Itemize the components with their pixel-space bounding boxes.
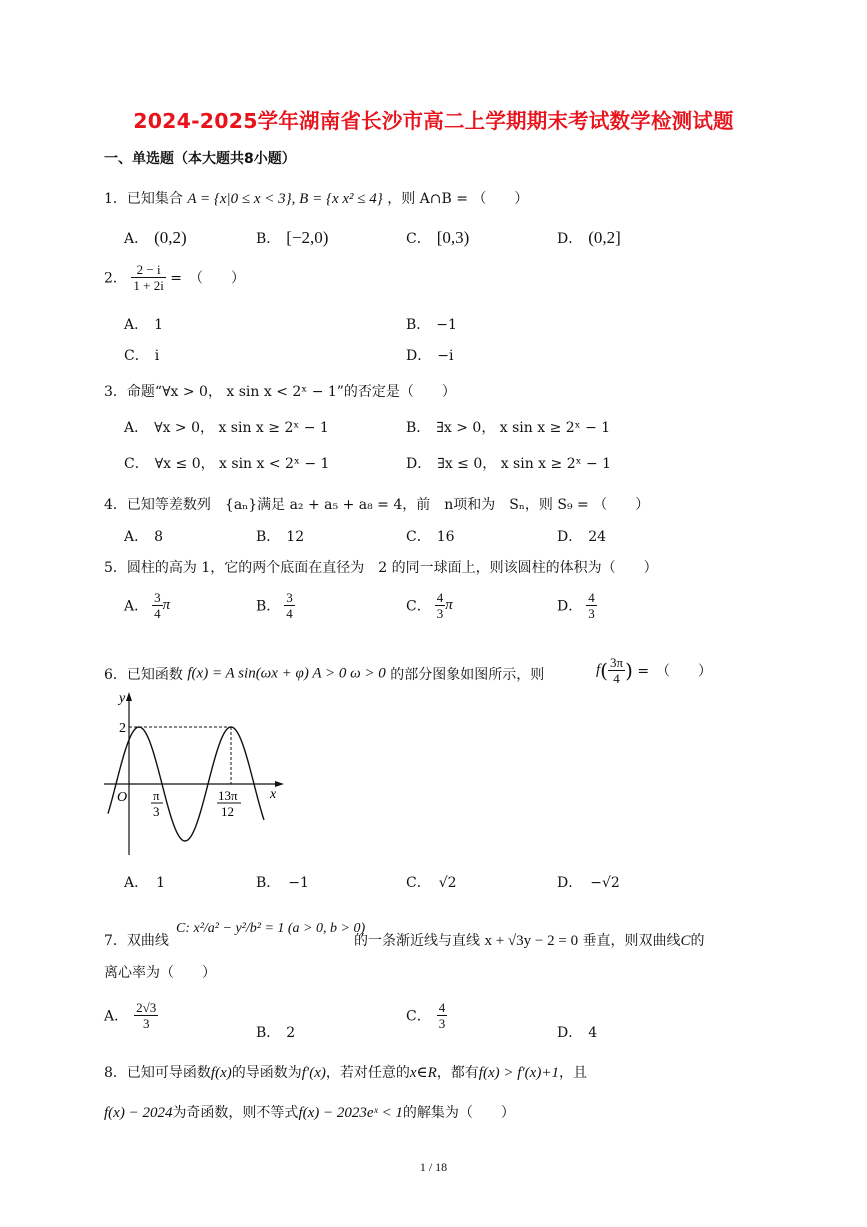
q2-option-d bbox=[406, 345, 453, 365]
q1-option-a bbox=[124, 228, 187, 248]
q6-option-b-value: −1 bbox=[288, 875, 309, 891]
q5-option-d-label: D． bbox=[557, 598, 583, 615]
q2-stem bbox=[104, 262, 245, 293]
q6-option-a-label: A． bbox=[124, 875, 149, 891]
x-tick2-den: 12 bbox=[221, 804, 234, 819]
q4-option-a bbox=[124, 526, 163, 546]
q7-stem-tail: 垂直，则双曲线 bbox=[582, 933, 681, 949]
q6-stem-mid: 的部分图象如图所示，则 bbox=[390, 667, 545, 683]
q8-target-inequality: f(x) − 2023eˣ < 1 bbox=[298, 1105, 403, 1121]
q7-option-a-label: A． bbox=[104, 1008, 129, 1025]
q1-option-b-value: [−2,0) bbox=[286, 228, 329, 247]
q4-option-a-value: 8 bbox=[154, 529, 164, 545]
q5-option-d-num: 4 bbox=[588, 590, 595, 605]
q6-ask-fraction bbox=[608, 655, 625, 686]
q4-option-d-value: 24 bbox=[588, 529, 607, 545]
q7-option-c-den: 3 bbox=[438, 1016, 446, 1031]
q7-option-d-label: D． bbox=[557, 1025, 583, 1041]
q8-stem3: ，若对任意的 bbox=[325, 1065, 410, 1081]
q7-equation: C: x²/a² − y²/b² = 1 (a > 0, b > 0) bbox=[176, 921, 366, 936]
q7-stem-mid: 的一条渐近线与直线 bbox=[354, 933, 480, 949]
q3-option-b-label: B． bbox=[406, 420, 431, 436]
x-axis-label: x bbox=[270, 787, 277, 802]
q1-option-d bbox=[557, 228, 621, 248]
q1-option-a-value: (0,2) bbox=[154, 228, 187, 247]
q5-option-c bbox=[406, 590, 453, 621]
q4-option-d-label: D． bbox=[557, 529, 583, 545]
q7-option-b-value: 2 bbox=[286, 1025, 296, 1041]
q1-option-c-value: [0,3) bbox=[436, 228, 470, 247]
q3-option-d-value: ∃x ≤ 0， x sin x ≥ 2ˣ − 1 bbox=[437, 456, 612, 472]
q2-option-a bbox=[124, 314, 163, 334]
q8-stem4: ，都有 bbox=[436, 1065, 479, 1081]
q5-option-c-num: 4 bbox=[436, 590, 444, 605]
q8-line2 bbox=[104, 1102, 515, 1122]
q2-option-c-value: i bbox=[154, 348, 160, 364]
y-axis-arrow bbox=[126, 692, 132, 701]
q7-stem-c: C bbox=[680, 933, 691, 949]
q2-number: 2． bbox=[104, 270, 127, 287]
q5-option-d bbox=[557, 590, 597, 621]
q6-function-math: f(x) = A sin(ωx + φ) A > 0 ω > 0 bbox=[187, 665, 386, 682]
q5-stem: 5．圆柱的高为 1，它的两个底面在直径为 2 的同一球面上，则该圆柱的体积为（ ） bbox=[104, 560, 658, 576]
q2-fraction bbox=[131, 262, 165, 293]
q2-option-a-value: 1 bbox=[154, 317, 164, 333]
page-title: 2024-2025学年湖南省长沙市高二上学期期末考试数学检测试题 bbox=[133, 109, 734, 133]
q7-option-b bbox=[256, 1022, 295, 1042]
q8-fpx: f′(x) bbox=[301, 1065, 326, 1081]
q2-tail: = （ ） bbox=[170, 270, 246, 287]
q1-option-b-label: B． bbox=[256, 231, 281, 247]
q7-hyperbola-math bbox=[176, 920, 365, 937]
q3-option-d-label: D． bbox=[406, 456, 432, 472]
q7-line2: 离心率为（ ） bbox=[104, 965, 216, 981]
q8-inequality: f(x) > f′(x)+1 bbox=[478, 1065, 559, 1081]
q6-ask-f: f bbox=[596, 662, 601, 678]
x-tick1-den: 3 bbox=[153, 804, 160, 819]
q6-option-b-label: B． bbox=[256, 875, 281, 891]
q5-option-d-den: 3 bbox=[588, 606, 595, 621]
q5-option-c-label: C． bbox=[406, 598, 431, 615]
q7-stem-text: 7．双曲线 bbox=[104, 933, 169, 949]
q5-option-b-den: 4 bbox=[286, 606, 293, 621]
q8-line2d: 的解集为（ ） bbox=[402, 1105, 515, 1121]
q1-option-d-label: D． bbox=[557, 231, 583, 247]
q1-option-c bbox=[406, 228, 469, 248]
q1-stem-text: 1．已知集合 bbox=[104, 191, 183, 207]
q5-option-c-fraction bbox=[435, 590, 446, 621]
q1-option-d-value: (0,2] bbox=[588, 228, 621, 247]
q4-option-b-value: 12 bbox=[286, 529, 305, 545]
q3-option-a bbox=[124, 417, 329, 437]
q2-fraction-denominator: 1 + 2i bbox=[133, 278, 164, 293]
q6-option-d-value: −√2 bbox=[590, 875, 620, 891]
q6-option-a-value: 1 bbox=[156, 875, 166, 891]
q7-stem-right bbox=[354, 930, 705, 950]
q5-option-a-den: 4 bbox=[154, 606, 161, 621]
q7-option-c-fraction bbox=[437, 1000, 448, 1031]
q4-option-b bbox=[256, 526, 304, 546]
q6-ask-tail: = （ ） bbox=[637, 663, 713, 680]
q6-option-d bbox=[557, 872, 620, 892]
q8-stem2: 的导函数为 bbox=[231, 1065, 302, 1081]
q5-option-a bbox=[124, 590, 170, 621]
q6-option-c bbox=[406, 872, 457, 892]
q5-option-a-fraction bbox=[152, 590, 163, 621]
q1-option-b bbox=[256, 228, 328, 248]
q7-stem bbox=[104, 930, 169, 950]
q5-option-b-fraction bbox=[284, 590, 295, 621]
q7-stem-tail2: 的 bbox=[690, 933, 705, 949]
origin-label: O bbox=[117, 790, 128, 805]
q3-option-c-label: C． bbox=[124, 456, 149, 472]
q8-x-in-r: x∈R bbox=[409, 1065, 437, 1081]
q6-ask-den: 4 bbox=[613, 671, 620, 686]
q4-option-a-label: A． bbox=[124, 529, 149, 545]
q2-option-b-value: −1 bbox=[436, 317, 457, 333]
x-tick2-num: 13π bbox=[218, 788, 238, 803]
y-tick-label: 2 bbox=[119, 721, 126, 736]
q6-sine-graph bbox=[98, 690, 298, 860]
q7-option-d-value: 4 bbox=[588, 1025, 598, 1041]
q3-option-c-value: ∀x ≤ 0， x sin x < 2ˣ − 1 bbox=[154, 456, 330, 472]
page-number: 1 / 18 bbox=[419, 1160, 448, 1174]
q7-option-c-num: 4 bbox=[438, 1000, 446, 1015]
q4-option-c bbox=[406, 526, 455, 546]
q3-stem: 3．命题“∀x > 0， x sin x < 2ˣ − 1”的否定是（ ） bbox=[104, 384, 456, 400]
q5-option-a-num: 3 bbox=[154, 590, 161, 605]
q2-option-c bbox=[124, 345, 159, 365]
q7-option-a-fraction bbox=[134, 1000, 158, 1031]
q6-option-a bbox=[124, 872, 165, 892]
q5-option-d-fraction bbox=[586, 590, 597, 621]
q8-stem5: ，且 bbox=[558, 1065, 587, 1081]
q6-stem-text: 6．已知函数 bbox=[104, 667, 183, 683]
q8-stem bbox=[104, 1062, 587, 1082]
q4-option-c-value: 16 bbox=[436, 529, 455, 545]
q6-option-d-label: D． bbox=[557, 875, 583, 891]
q8-line2b: 为奇函数，则不等式 bbox=[172, 1105, 299, 1121]
q7-option-c-label: C． bbox=[406, 1008, 431, 1025]
q2-option-d-value: −i bbox=[437, 348, 454, 364]
q8-odd-function: f(x) − 2024 bbox=[104, 1105, 173, 1121]
q2-option-c-label: C． bbox=[124, 348, 149, 364]
q2-option-d-label: D． bbox=[406, 348, 432, 364]
q2-option-b bbox=[406, 314, 457, 334]
q5-option-b-label: B． bbox=[256, 598, 281, 615]
q4-option-d bbox=[557, 526, 606, 546]
q1-option-c-label: C． bbox=[406, 231, 431, 247]
q4-option-c-label: C． bbox=[406, 529, 431, 545]
q5-option-b-num: 3 bbox=[286, 590, 293, 605]
q3-option-a-label: A． bbox=[124, 420, 149, 436]
q4-stem: 4．已知等差数列 {aₙ}满足 a₂ + a₅ + a₈ = 4，前 n项和为 Sₙ，则 S₉ = （ ） bbox=[104, 497, 650, 513]
q1-sets-math: A = {x|0 ≤ x < 3}, B = {x x² ≤ 4} bbox=[187, 191, 383, 207]
q7-option-d bbox=[557, 1022, 597, 1042]
q6-option-b bbox=[256, 872, 309, 892]
q1-tail: ，则 A∩B = （ ） bbox=[387, 191, 529, 207]
q3-option-a-value: ∀x > 0， x sin x ≥ 2ˣ − 1 bbox=[154, 420, 329, 436]
q8-stem1: 8．已知可导函数 bbox=[104, 1065, 211, 1081]
q5-option-b bbox=[256, 590, 295, 621]
x-axis-arrow bbox=[275, 781, 284, 787]
q6-ask-num: 3π bbox=[609, 655, 624, 670]
q3-option-d bbox=[406, 453, 611, 473]
q7-option-c bbox=[406, 1000, 447, 1031]
q5-option-c-den: 3 bbox=[436, 606, 444, 621]
q2-option-b-label: B． bbox=[406, 317, 431, 333]
q6-option-c-value: √2 bbox=[438, 875, 457, 891]
q1-stem bbox=[104, 188, 528, 208]
q8-fx: f(x) bbox=[210, 1065, 232, 1081]
q7-line-equation: x + √3y − 2 = 0 bbox=[484, 933, 579, 949]
section-heading: 一、单选题（本大题共8小题） bbox=[104, 151, 296, 167]
q5-option-a-label: A． bbox=[124, 598, 149, 615]
q5-option-a-suffix: π bbox=[162, 597, 171, 613]
q1-option-a-label: A． bbox=[124, 231, 149, 247]
x-tick1-num: π bbox=[153, 788, 160, 803]
q7-option-a bbox=[104, 1000, 158, 1031]
q2-fraction-numerator: 2 − i bbox=[131, 262, 165, 278]
q3-option-b-value: ∃x > 0， x sin x ≥ 2ˣ − 1 bbox=[436, 420, 611, 436]
q7-option-a-den: 3 bbox=[142, 1016, 150, 1031]
q6-stem bbox=[104, 664, 544, 684]
q2-option-a-label: A． bbox=[124, 317, 149, 333]
q5-option-c-suffix: π bbox=[445, 597, 453, 613]
q7-option-a-num: 2√3 bbox=[136, 1000, 157, 1015]
q3-option-b bbox=[406, 417, 610, 437]
q7-option-b-label: B． bbox=[256, 1025, 281, 1041]
q6-ask: f( $\frac{3\pi}{4}$ ) = （ ） bbox=[596, 655, 713, 686]
q4-option-b-label: B． bbox=[256, 529, 281, 545]
q3-option-c bbox=[124, 453, 329, 473]
q6-option-c-label: C． bbox=[406, 875, 431, 891]
y-axis-label: y bbox=[119, 691, 126, 706]
